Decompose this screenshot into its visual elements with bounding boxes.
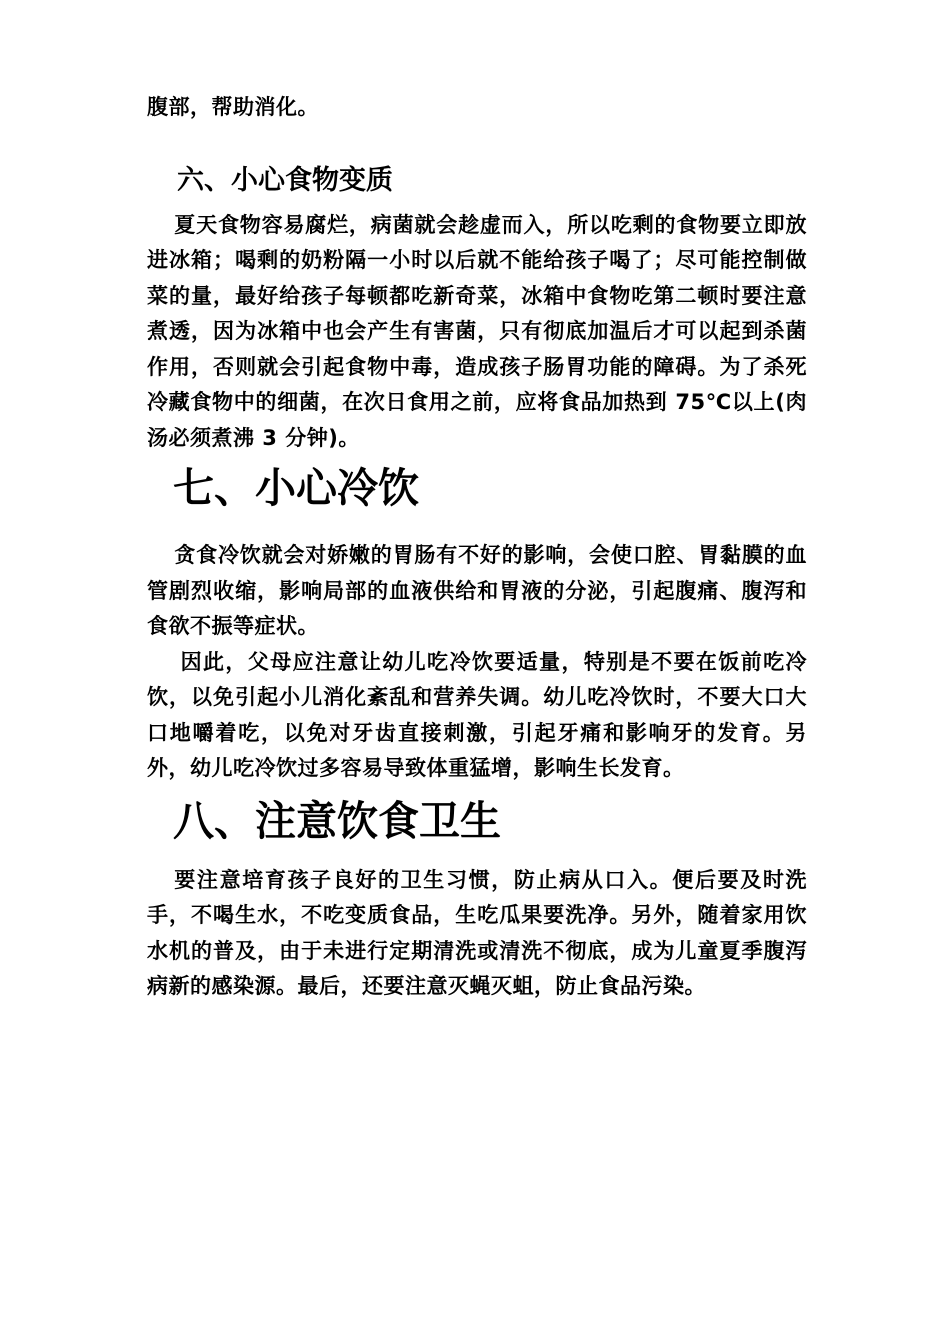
intro-paragraph-tail: 腹部，帮助消化。 [147,95,319,119]
document-body [147,90,807,1005]
section-8-heading: 八、注意饮食卫生 [173,796,501,845]
section-7-heading: 七、小心冷饮 [173,464,419,512]
section-8-paragraph: 要注意培育孩子良好的卫生习惯，防止病从口入。便后要及时洗手，不喝生水，不吃变质食品，生吃瓜果要洗净。另外，随着家用饮水机的普及，由于未进行定期清洗或清洗不彻底，成为儿童夏季腹泻病新的感染源。最后，还要注意灭蝇灭蛆，防止食品污染。 [147,867,807,998]
section-7-paragraph-2: 因此，父母应注意让幼儿吃冷饮要适量，特别是不要在饭前吃冷饮，以免引起小儿消化紊乱和营养失调。幼儿吃冷饮时，不要大口大口地嚼着吃，以免对牙齿直接刺激，引起牙痛和影响牙的发育。另外，幼儿吃冷饮过多容易导致体重猛增，影响生长发育。 [147,649,807,780]
section-7-paragraph-1: 贪食冷饮就会对娇嫩的胃肠有不好的影响，会使口腔、胃黏膜的血管剧烈收缩，影响局部的血液供给和胃液的分泌，引起腹痛、腹泻和食欲不振等症状。 [147,543,807,638]
section-6-heading: 六、小心食物变质 [177,164,393,196]
section-6-paragraph: 夏天食物容易腐烂，病菌就会趁虚而入，所以吃剩的食物要立即放进冰箱；喝剩的奶粉隔一小时以后就不能给孩子喝了；尽可能控制做菜的量，最好给孩子每顿都吃新奇菜，冰箱中食物吃第二顿时要注意煮透，因为冰箱中也会产生有害菌，只有彻底加温后才可以起到杀菌作用，否则就会引起食物中毒，造成孩子肠胃功能的障碍。为了杀死冷藏食物中的细菌，在次日食用之前，应将食品加热到 75℃以上(肉汤必须煮沸 3 分钟)。 [147,212,807,450]
